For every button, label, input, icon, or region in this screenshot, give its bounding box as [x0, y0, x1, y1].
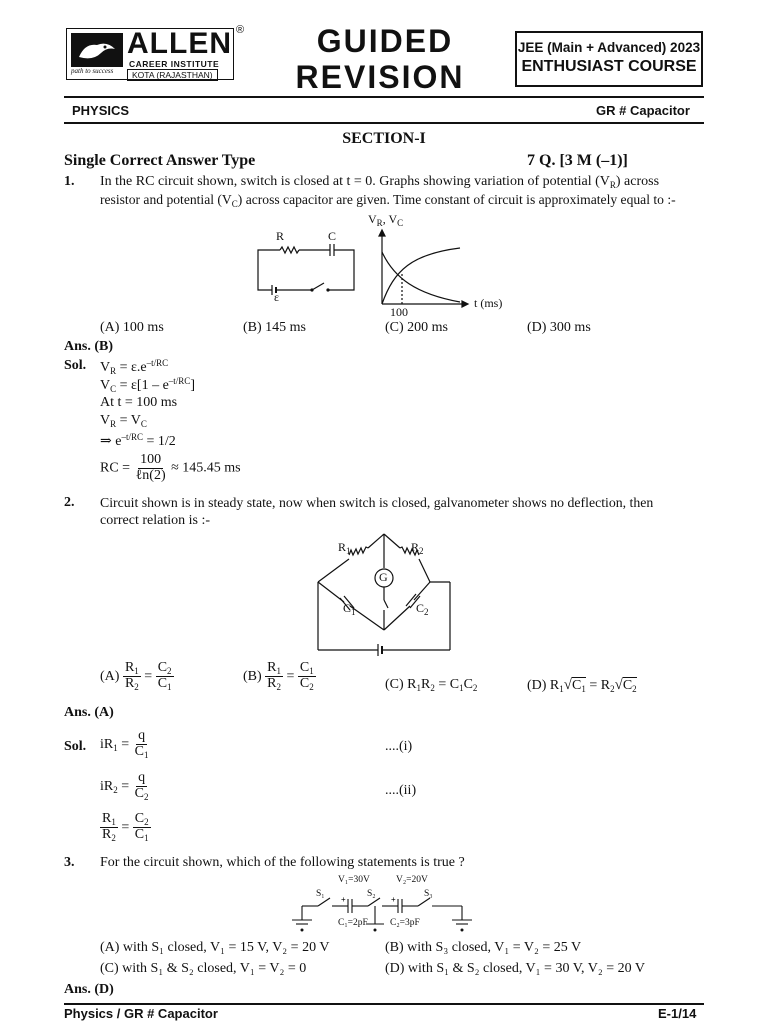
q2-sol-label: Sol. — [64, 739, 87, 754]
svg-text:+: + — [391, 895, 396, 904]
q3-number: 3. — [64, 855, 75, 870]
q2-fig-r2-label: $R_2$ — [411, 540, 424, 556]
footer-rule — [64, 1003, 704, 1005]
q1-option-b: (B) 145 ms — [243, 320, 306, 335]
q2-sol-eq3: $\frac{R_1}{R_2}$ = $\frac{C_2}{C_1}$ — [102, 811, 149, 844]
q3-option-a: (A) with S₁ closed, V₁ = 15 V, V₂ = 20 V — [100, 940, 330, 955]
q1-sol-line2: $V_C = \varepsilon[1 - e^{-t/RC}]$ — [100, 376, 195, 394]
q2-option-b: (B) $\frac{R_1}{R_2}$ = $\frac{C_1}{C_2}$ — [243, 660, 314, 693]
brand-sub1: CAREER INSTITUTE — [129, 59, 220, 69]
q1-sol-label: Sol. — [64, 358, 87, 373]
q1-sol-line5: ⇒ $e^{-t/RC} = 1/2$ — [100, 432, 176, 449]
course-line2: ENTHUSIAST COURSE — [521, 58, 697, 75]
q3-fig-c1-label: C₁=2pF — [338, 918, 368, 928]
q2-number: 2. — [64, 495, 75, 510]
header-rule-top — [64, 96, 704, 98]
q1-fig-c-label: C — [328, 229, 337, 243]
q1-option-a: (A) 100 ms — [100, 320, 164, 335]
graph-x-label: t (ms) — [474, 296, 503, 310]
q2-sol-eq1-tag: ....(i) — [385, 739, 413, 754]
switched-capacitor-circuit-diagram — [288, 874, 478, 936]
topic-label: GR # Capacitor — [596, 103, 690, 118]
registered-mark: ® — [236, 24, 245, 36]
brand-sub2: KOTA (RAJASTHAN) — [127, 69, 218, 81]
q3-fig-s1-label: S₁ — [316, 889, 325, 899]
q3-answer: Ans. (D) — [64, 982, 114, 997]
q3-fig-c2-label: C₂=3pF — [390, 918, 420, 928]
graph-y-label: $V_R$, $V_C$ — [368, 212, 404, 228]
bridge-circuit-diagram — [310, 532, 460, 662]
q2-fig-c1-label: $C_1$ — [343, 601, 356, 617]
q2-option-c: (C) $R_1R_2 = C_1C_2$ — [385, 677, 478, 693]
course-box — [515, 31, 703, 87]
q1-text-line1: In the RC circuit shown, switch is closed at t = 0. Graphs showing variation of potential $(V_R)$ across — [100, 174, 660, 190]
q2-text-line1: Circuit shown is in steady state, now when switch is closed, galvanometer shows no deflection, then — [100, 495, 654, 510]
q2-text-line2: correct relation is :- — [100, 513, 211, 528]
wolf-emblem-icon — [71, 33, 123, 67]
q1-option-d: (D) 300 ms — [527, 320, 591, 335]
title-line2: REVISION — [295, 59, 465, 95]
q2-sol-eq2: $iR_2$ = $\frac{q}{C_2}$ — [100, 770, 149, 802]
q3-fig-s3-label: S₃ — [424, 889, 433, 899]
q1-fig-emf-label: ε — [274, 290, 280, 304]
q1-fig-r-label: R — [276, 229, 285, 243]
q2-answer: Ans. (A) — [64, 705, 114, 720]
course-line1: JEE (Main + Advanced) 2023 — [517, 40, 701, 55]
brand-name: ALLEN — [127, 27, 232, 60]
q1-option-c: (C) 200 ms — [385, 320, 448, 335]
q1-sol-line4: $V_R = V_C$ — [100, 413, 147, 429]
section-title: SECTION-I — [342, 130, 426, 147]
footer-page-number: E-1/14 — [658, 1006, 697, 1021]
header-rule-bottom — [64, 122, 704, 124]
title-line1: GUIDED — [316, 23, 454, 59]
q3-option-b: (B) with S₃ closed, V₁ = V₂ = 25 V — [385, 940, 582, 955]
q2-sol-eq2-tag: ....(ii) — [385, 783, 417, 798]
allen-logo — [66, 28, 234, 80]
q1-text-line2: resistor and potential $(V_C)$ across capacitor are given. Time constant of circuit is approximately equal to :- — [100, 192, 676, 209]
q3-text: For the circuit shown, which of the following statements is true ? — [100, 855, 465, 870]
q2-fig-galvanometer-label: G — [379, 570, 388, 584]
q2-sol-eq1: $iR_1$ = $\frac{q}{C_1}$ — [100, 728, 149, 760]
section-type: Single Correct Answer Type — [64, 152, 256, 169]
q3-option-c: (C) with S₁ & S₂ closed, V₁ = V₂ = 0 — [100, 961, 307, 976]
subject-label: PHYSICS — [72, 103, 130, 118]
q1-sol-line6: RC = $\frac{100}{\text{ℓn(2)}}$ ≈ 145.45 ms — [100, 452, 241, 483]
vr-vc-graph — [372, 226, 472, 310]
q3-option-d: (D) with S₁ & S₂ closed, V₁ = 30 V, V₂ = 20 V — [385, 961, 645, 976]
section-marks: 7 Q. [3 M (–1)] — [527, 152, 628, 169]
q2-option-a: (A) $\frac{R_1}{R_2}$ = $\frac{C_2}{C_1}$ — [100, 660, 172, 693]
q1-answer: Ans. (B) — [64, 339, 114, 354]
tagline: path to success — [71, 67, 114, 75]
q3-fig-v1-label: V₁=30V — [338, 875, 370, 885]
q1-sol-line1: $V_R = \varepsilon.e^{-t/RC}$ — [100, 358, 169, 376]
q3-fig-v2-label: V₂=20V — [396, 875, 428, 885]
graph-tick-100: 100 — [390, 305, 408, 319]
q2-fig-r1-label: $R_1$ — [338, 540, 351, 556]
footer-left: Physics / GR # Capacitor — [64, 1006, 218, 1021]
q1-sol-line3: At t = 100 ms — [100, 395, 178, 410]
q1-number: 1. — [64, 174, 75, 189]
svg-text:+: + — [341, 895, 346, 904]
rc-circuit-diagram — [250, 228, 360, 308]
q3-fig-s2-label: S₂ — [367, 889, 376, 899]
q2-fig-c2-label: $C_2$ — [416, 601, 429, 617]
q2-option-d: (D) $R_1√C_1 = R_2√C_2$ — [527, 677, 637, 694]
